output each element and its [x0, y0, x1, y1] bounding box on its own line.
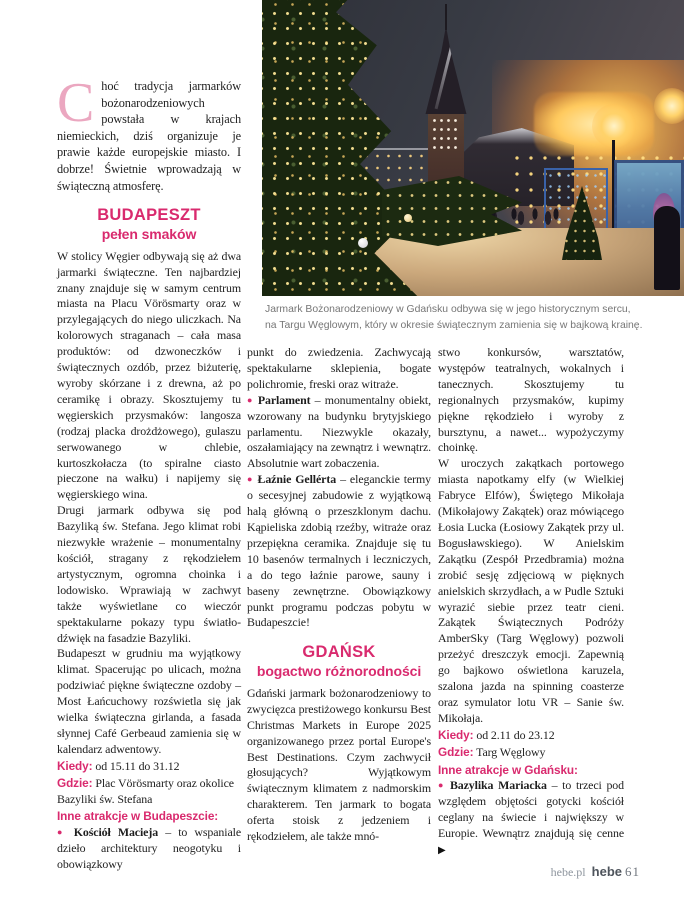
- section-title: GDAŃSK: [302, 643, 376, 662]
- kiedy-label: Kiedy:: [438, 727, 474, 742]
- drop-cap: C: [57, 72, 95, 134]
- page-footer: [551, 864, 640, 880]
- intro-paragraph: [57, 72, 241, 194]
- continuation-arrow-icon: ▶: [438, 845, 446, 857]
- attraction-title: Kościół Macieja: [73, 825, 159, 840]
- gdzie-value: Targ Węglowy: [476, 744, 546, 759]
- gdzie-value: Plac Vörösmarty oraz okolice Bazyliki św. Stefana: [57, 775, 234, 806]
- attractions-heading: Inne atrakcje w Budapeszcie:: [57, 809, 219, 824]
- person-silhouette: [654, 206, 680, 290]
- bauble-ornament-icon: [404, 214, 412, 222]
- attraction-item: [438, 778, 624, 859]
- page-number: 61: [625, 864, 640, 879]
- paragraph: Gdański jarmark bożonarodzeniowy to zwycięzca prestiżowego konkursu Best Christmas Markets in Europe 2025 organizowanego przez portal Europe's Best Destinations. Czym zachwycił głosujących? Wyjątkowym świątecznym klimatem z nadmorskim charakterem. Ten jarmark to bogata oferta stoisk z jedzeniem i rękodziełem, ale także mnó-: [247, 685, 431, 844]
- bullet-icon: ●: [247, 394, 254, 405]
- photo-caption: [265, 302, 669, 333]
- bauble-ornament-icon: [358, 238, 368, 248]
- tower-spire: [414, 26, 478, 114]
- attraction-item: [247, 472, 431, 631]
- kiedy-value: od 15.11 do 31.12: [95, 758, 180, 773]
- budapest-heading: [57, 206, 241, 243]
- gdansk-heading: [247, 643, 431, 680]
- paragraph: punkt do zwiedzenia. Zachwycają spektakularne sklepienia, bogate polichromie, freski oraz witraże.: [247, 345, 431, 391]
- section-subtitle: pełen smaków: [101, 225, 197, 242]
- bullet-icon: ●: [438, 780, 446, 791]
- attraction-item: [247, 393, 431, 473]
- paragraph: stwo konkursów, warsztatów, występów teatralnych, wokalnych i tanecznych. Skosztujemy tu regionalnych przysmaków, kupimy piękne rękodzieło i wyroby z bursztynu, a nawet... wypożyczymy choinkę.: [438, 345, 624, 455]
- gdzie-line: [57, 776, 241, 808]
- kiedy-line: [438, 728, 624, 744]
- paragraph: Budapeszt w grudniu ma wyjątkowy klimat. Spacerując po ulicach, można podziwiać piękne świąteczne ozdoby – Most Łańcuchowy rozświetla się jak wielka świąteczna girlanda, a fasada słynnej Café Gerbeaud zamienia się w kalendarz adwentowy.: [57, 646, 241, 756]
- attraction-title: Łaźnie Gellérta: [257, 472, 337, 487]
- kiedy-line: [57, 759, 241, 775]
- attraction-text: – eleganckie termy o secesyjnej zabudowie z wyjątkową halą główną o przeszklonym dachu. Kąpieliska zdobią rzeźby, witraże oraz przepiękna ceramika. Znajduje się tu 10 basenów termalnych i leczniczych, a do tego łaźnie parowe, sauny i baseny zewnętrzne. Obowiązkowy punkt programu podczas pobytu w Budapeszcie!: [247, 472, 432, 630]
- gdzie-label: Gdzie:: [57, 775, 93, 790]
- attraction-title: Bazylika Mariacka: [449, 778, 547, 793]
- site-url: hebe.pl: [550, 865, 586, 879]
- intro-text: hoć tradycja jarmarków bożonarodzeniowych powstała w krajach niemieckich, dziś organizuje je prawie każde europejskie miasto. I dobrze! Świetnie wprowadzają w świąteczną atmosferę.: [57, 79, 241, 193]
- paragraph: W uroczych zakątkach portowego miasta napotkamy elfy (w Wielkiej Fabryce Elfów), Świętego Mikołaja (Mikołajowy Zakątek) oraz mówiącego Łosia Lucka (Łosiowy Zakątek przy ul. Bogusławskiego). W Anielskim Zakątku (Zespół Przedbramia) można zrobić sesję zdjęciową w pięknych anielskich skrzydłach, a w Pudle Sztuki wyrazić siebie przez teatr cieni. Zakątek Świątecznych Podróży AmberSky (Targ Węglowy) pozwoli przeżyć dreszczyk emocji. Zapewnią go bajkowo oświetlona karuzela, szalona jazda na spinning coasterze oraz symulator lotu VR – Sanie św. Mikołaja.: [438, 456, 624, 725]
- kiedy-label: Kiedy:: [57, 758, 93, 773]
- attraction-item: [57, 825, 241, 873]
- caption-line: Jarmark Bożonarodzeniowy w Gdańsku odbywa się w jego historycznym sercu,: [265, 304, 631, 315]
- paragraph: Drugi jarmark odbywa się pod Bazyliką św. Stefana. Jego klimat robi niezwykłe wrażenie – monumentalny kościół, stragany z rękodziełem artystycznym, ogromna choinka i lodowisko. Wprawiają w zachwyt także wyświetlane co wieczór spektakularne pokazy typu światło-dźwięk na fasadzie Bazyliki.: [57, 503, 241, 645]
- attraction-title: Parlament: [257, 392, 311, 407]
- attraction-text: – to trzeci pod względem objętości gotycki kościół ceglany na świecie i największy w Europie. Wewnątrz znajdują się cenne: [438, 778, 624, 841]
- kiedy-value: od 2.11 do 23.12: [476, 727, 555, 742]
- attraction-text: – monumentalny obiekt, wzorowany na budynku brytyjskiego parlamentu. Niezwykle okazały, oszałamiający na zewnątrz i wewnątrz. Absolutnie wart zobaczenia.: [247, 392, 432, 471]
- tower-mast: [445, 4, 447, 30]
- attractions-heading: Inne atrakcje w Gdańsku:: [438, 762, 578, 777]
- caption-line: na Targu Węglowym, który w okresie świątecznym zamienia się w bajkową krainę.: [265, 319, 643, 331]
- paragraph: W stolicy Węgier odbywają się aż dwa jarmarki świąteczne. Ten najbardziej znany znajduje się w samym centrum miasta na Placu Vörösmarty oraz w przylegających do niego uliczkach. Na kolorowych straganach – cała masa produktów: od dzwoneczków i świątecznych ozdób, przez biżuterię, wyroby skórzane i z drewna, aż po ceramikę i obrazy. Skosztujemy tu węgierskich przysmaków: langosza (rodzaj placka drożdżowego), gulaszu serwowanego w chlebie, kurtoszkołacza (to spiralne ciasto pieczone na wałku) i napijemy się węgierskiego wina.: [57, 248, 241, 502]
- street-lamp-icon: [654, 88, 684, 124]
- bullet-icon: ●: [57, 827, 67, 838]
- column-middle: [247, 345, 431, 845]
- bullet-icon: ●: [247, 474, 254, 485]
- gdzie-label: Gdzie:: [438, 744, 474, 759]
- section-subtitle: bogactwo różnorodności: [256, 663, 422, 680]
- column-right: [438, 345, 624, 859]
- gdansk-market-photo: [262, 0, 684, 296]
- brand-logo: hebe: [591, 864, 622, 879]
- gdzie-line: [438, 745, 624, 761]
- tower-windows: [431, 116, 461, 150]
- attraction-text: – to wspaniale dzieło architektury neogotyku i obowiązkowy: [57, 825, 242, 872]
- column-left: [57, 72, 242, 873]
- section-title: BUDAPESZT: [97, 206, 201, 225]
